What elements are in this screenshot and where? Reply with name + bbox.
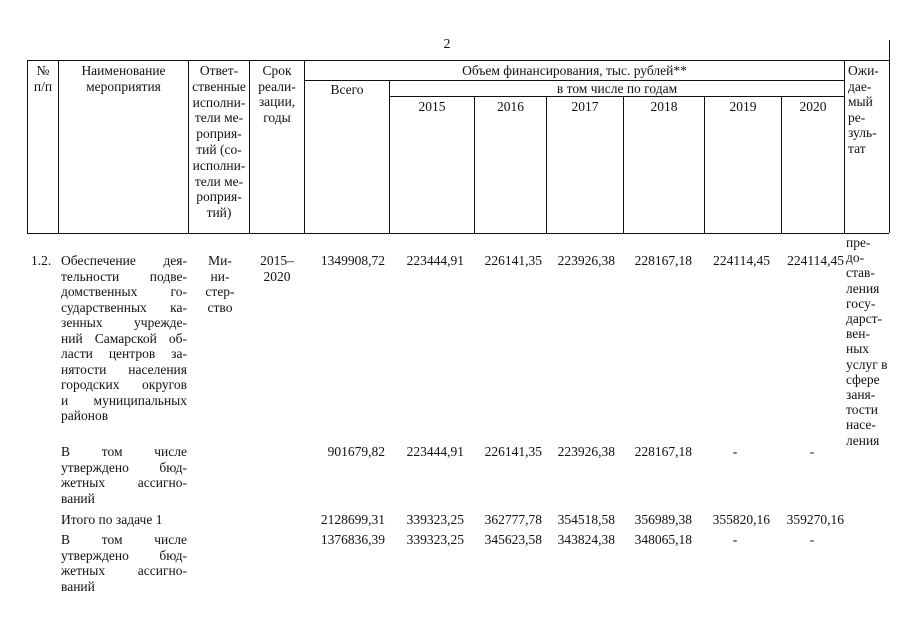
included-2-2019: - bbox=[732, 532, 738, 547]
header-term: Срок реали- зации, годы bbox=[258, 63, 296, 125]
included-2-total: 1376836,39 bbox=[320, 532, 385, 547]
item-2019: 224114,45 bbox=[713, 253, 770, 268]
included-1-2020: - bbox=[809, 444, 815, 459]
included-label-2: В том числе утверждено бюд- жетных ассигно- ваний bbox=[61, 532, 187, 594]
header-total: Всего bbox=[330, 82, 364, 97]
item-2015: 223444,91 bbox=[406, 253, 464, 268]
included-label-1: В том числе утверждено бюд- жетных ассигно- ваний bbox=[61, 444, 187, 506]
included-1-2019: - bbox=[732, 444, 738, 459]
item-term: 2015– 2020 bbox=[260, 253, 294, 284]
task-total-2020: 359270,16 bbox=[786, 512, 844, 527]
task-total-2017: 354518,58 bbox=[557, 512, 615, 527]
included-1-total: 901679,82 bbox=[327, 444, 385, 459]
item-2017: 223926,38 bbox=[557, 253, 615, 268]
item-2018: 228167,18 bbox=[634, 253, 692, 268]
task-total-2016: 362777,78 bbox=[484, 512, 542, 527]
included-2-2018: 348065,18 bbox=[634, 532, 692, 547]
task-total-2018: 356989,38 bbox=[634, 512, 692, 527]
header-responsible: Ответ- ственные исполни- тели ме- роприя- тий (со- исполни- тели ме- роприя- тий) bbox=[192, 63, 246, 221]
item-total: 1349908,72 bbox=[320, 253, 385, 268]
item-executor: Ми- ни- стер- ство bbox=[205, 253, 235, 315]
header-year-2018: 2018 bbox=[650, 99, 678, 114]
included-1-2017: 223926,38 bbox=[557, 444, 615, 459]
header-funding: Объем финансирования, тыс. рублей** bbox=[462, 63, 687, 78]
header-year-2020: 2020 bbox=[799, 99, 827, 114]
task-total-label: Итого по задаче 1 bbox=[61, 512, 163, 527]
header-year-2017: 2017 bbox=[571, 99, 599, 114]
page-number: 2 bbox=[443, 37, 451, 52]
included-1-2018: 228167,18 bbox=[634, 444, 692, 459]
task-total-total: 2128699,31 bbox=[320, 512, 385, 527]
header-by-years: в том числе по годам bbox=[556, 81, 678, 96]
included-1-2015: 223444,91 bbox=[406, 444, 464, 459]
item-name: Обеспечение дея- тельности подве- домственных го- сударственных ка- зенных учрежде- ний Самарской об- ласти центров за- нятости населения городских округов и муниципальных районов bbox=[61, 253, 187, 423]
included-2-2020: - bbox=[809, 532, 815, 547]
header-result: Ожи- дае- мый ре- зуль- тат bbox=[848, 63, 879, 156]
header-num: № п/п bbox=[33, 63, 53, 94]
task-total-2019: 355820,16 bbox=[712, 512, 770, 527]
included-2-2017: 343824,38 bbox=[557, 532, 615, 547]
header-year-2019: 2019 bbox=[729, 99, 757, 114]
included-1-2016: 226141,35 bbox=[484, 444, 542, 459]
included-2-2016: 345623,58 bbox=[484, 532, 542, 547]
item-result: пре- до- став- ления госу- дарст- вен- ных услуг в сфере заня- тости насе- ления bbox=[846, 235, 888, 448]
item-number: 1.2. bbox=[31, 253, 52, 268]
header-year-2015: 2015 bbox=[418, 99, 446, 114]
item-2020: 224114,45 bbox=[787, 253, 844, 268]
header-year-2016: 2016 bbox=[497, 99, 524, 114]
included-2-2015: 339323,25 bbox=[406, 532, 464, 547]
header-name: Наименование мероприятия bbox=[81, 63, 166, 94]
task-total-2015: 339323,25 bbox=[406, 512, 464, 527]
item-2016: 226141,35 bbox=[484, 253, 542, 268]
